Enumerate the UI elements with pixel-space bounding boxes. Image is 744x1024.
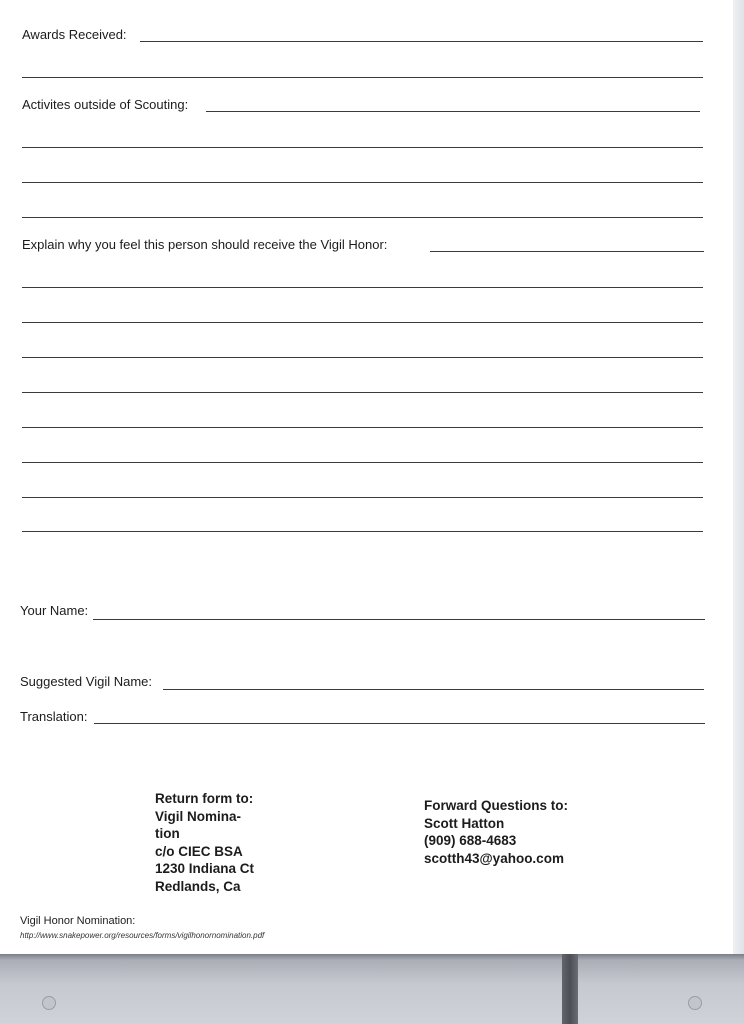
- explain-line[interactable]: [430, 251, 704, 252]
- explain-line-3[interactable]: [22, 322, 703, 323]
- activities-line-3[interactable]: [22, 182, 703, 183]
- questions-line: Scott Hatton: [424, 815, 505, 831]
- footer-url: http://www.snakepower.org/resources/forms/vigilhonornomination.pdf: [20, 931, 265, 940]
- translation-line[interactable]: [94, 723, 705, 724]
- questions-contact-block: [424, 797, 568, 867]
- explain-line-2[interactable]: [22, 287, 703, 288]
- activities-label: Activites outside of Scouting:: [22, 97, 189, 112]
- return-line: Redlands, Ca: [155, 878, 241, 894]
- return-line: c/o CIEC BSA: [155, 843, 243, 859]
- return-line: Vigil Nomina-: [155, 808, 242, 824]
- activities-line-2[interactable]: [22, 147, 703, 148]
- return-line: Return form to:: [155, 791, 254, 806]
- questions-line: Forward Questions to:: [424, 798, 569, 813]
- questions-line: scotth43@yahoo.com: [424, 850, 564, 866]
- scanner-bar: [562, 954, 578, 1024]
- screw-hole-right: [688, 996, 702, 1010]
- return-address-block: [155, 790, 254, 896]
- screw-hole-left: [42, 996, 56, 1010]
- explain-line-4[interactable]: [22, 357, 703, 358]
- return-line: tion: [155, 826, 180, 842]
- explain-line-6[interactable]: [22, 427, 703, 428]
- activities-line[interactable]: [206, 111, 700, 112]
- explain-line-7[interactable]: [22, 462, 703, 463]
- awards-received-line[interactable]: [140, 41, 703, 42]
- footer-title: Vigil Honor Nomination:: [20, 915, 136, 927]
- your-name-label: Your Name:: [20, 603, 89, 618]
- return-line: 1230 Indiana Ct: [155, 861, 255, 877]
- suggested-vigil-name-label: Suggested Vigil Name:: [20, 674, 153, 689]
- awards-received-line-2[interactable]: [22, 77, 703, 78]
- questions-line: (909) 688-4683: [424, 833, 517, 849]
- paper-edge: [733, 0, 744, 954]
- explain-line-5[interactable]: [22, 392, 703, 393]
- translation-label: Translation:: [20, 709, 88, 724]
- suggested-vigil-name-line[interactable]: [163, 689, 704, 690]
- explain-line-9[interactable]: [22, 531, 703, 532]
- scanner-bed: [0, 954, 744, 1024]
- explain-label: Explain why you feel this person should receive the Vigil Honor:: [22, 237, 388, 252]
- activities-line-4[interactable]: [22, 217, 703, 218]
- your-name-line[interactable]: [93, 619, 705, 620]
- awards-received-label: Awards Received:: [22, 27, 127, 42]
- explain-line-8[interactable]: [22, 497, 703, 498]
